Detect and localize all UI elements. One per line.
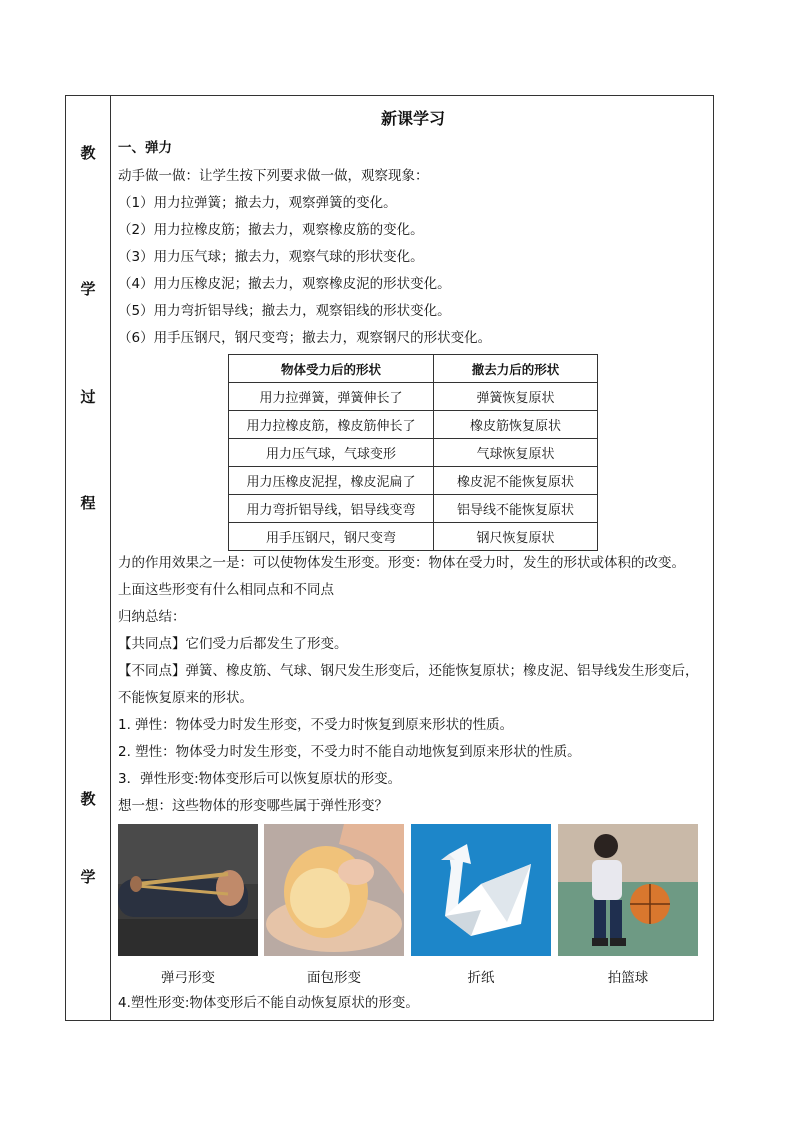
table-cell: 气球恢复原状 [434,439,598,467]
think-question: 想一想：这些物体的形变哪些属于弹性形变？ [118,798,388,814]
step-item: （2）用力拉橡皮筋；撤去力，观察橡皮筋的变化。 [118,222,424,238]
question-text: 上面这些形变有什么相同点和不同点 [118,582,334,598]
table-cell: 用力压橡皮泥捏，橡皮泥扁了 [229,467,434,495]
slingshot-photo [118,824,258,956]
section-heading: 一、弹力 [118,140,172,156]
left-char: 学 [80,280,96,298]
table-row [229,383,598,411]
table-header: 物体受力后的形状 [229,355,434,383]
diff-point-cont: 不能恢复原来的形状。 [118,690,253,706]
table-row [229,439,598,467]
diff-point: 【不同点】弹簧、橡皮筋、气球、钢尺发生形变后，还能恢复原状；橡皮泥、铝导线发生形变后， [118,663,699,679]
step-item: （6）用手压钢尺，钢尺变弯；撤去力，观察钢尺的形状变化。 [118,330,492,346]
photo-caption: 折纸 [467,970,495,986]
bread-photo [264,824,404,956]
table-cell: 用力拉弹簧，弹簧伸长了 [229,383,434,411]
table-cell: 用力拉橡皮筋，橡皮筋伸长了 [229,411,434,439]
table-cell: 用手压钢尺，钢尺变弯 [229,523,434,551]
left-char: 程 [80,494,96,512]
table-cell: 钢尺恢复原状 [434,523,598,551]
photo-caption: 弹弓形变 [161,970,215,986]
table-cell: 橡皮泥不能恢复原状 [434,467,598,495]
effect-text: 力的作用效果之一是：可以使物体发生形变。形变：物体在受力时，发生的形状或体积的改变。 [118,555,685,571]
definition-elasticity: 1. 弹性：物体受力时发生形变，不受力时恢复到原来形状的性质。 [118,717,514,733]
left-char: 过 [80,388,96,406]
table-cell: 用力弯折铝导线，铝导线变弯 [229,495,434,523]
step-item: （3）用力压气球；撤去力，观察气球的形状变化。 [118,249,424,265]
left-char: 教 [80,144,96,162]
intro-text: 动手做一做：让学生按下列要求做一做，观察现象： [118,168,429,184]
step-item: （1）用力拉弹簧；撤去力，观察弹簧的变化。 [118,195,397,211]
observation-table [228,354,598,551]
table-header: 撤去力后的形状 [434,355,598,383]
step-item: （4）用力压橡皮泥；撤去力，观察橡皮泥的形状变化。 [118,276,451,292]
definition-plasticity: 2. 塑性：物体受力时发生形变，不受力时不能自动地恢复到原来形状的性质。 [118,744,581,760]
step-item: （5）用力弯折铝导线；撤去力，观察铝线的形状变化。 [118,303,451,319]
table-row [229,523,598,551]
table-header-row [229,355,598,383]
left-char: 教 [80,790,96,808]
definition-plastic-deformation: 4.塑性形变:物体变形后不能自动恢复原状的形变。 [118,995,419,1011]
basketball-photo [558,824,698,956]
origami-photo [411,824,551,956]
summary-label: 归纳总结： [118,609,186,625]
table-cell: 弹簧恢复原状 [434,383,598,411]
photo-caption: 拍篮球 [607,970,649,986]
table-row [229,411,598,439]
table-row [229,495,598,523]
photo-caption: 面包形变 [307,970,361,986]
table-cell: 铝导线不能恢复原状 [434,495,598,523]
table-row [229,467,598,495]
table-cell: 橡皮筋恢复原状 [434,411,598,439]
left-column [66,96,111,1020]
table-cell: 用力压气球，气球变形 [229,439,434,467]
page-title: 新课学习 [380,109,445,128]
same-point: 【共同点】它们受力后都发生了形变。 [118,636,348,652]
definition-elastic-deformation: 3．弹性形变:物体变形后可以恢复原状的形变。 [118,771,402,787]
left-char: 学 [80,868,96,886]
lesson-frame [65,95,714,1021]
